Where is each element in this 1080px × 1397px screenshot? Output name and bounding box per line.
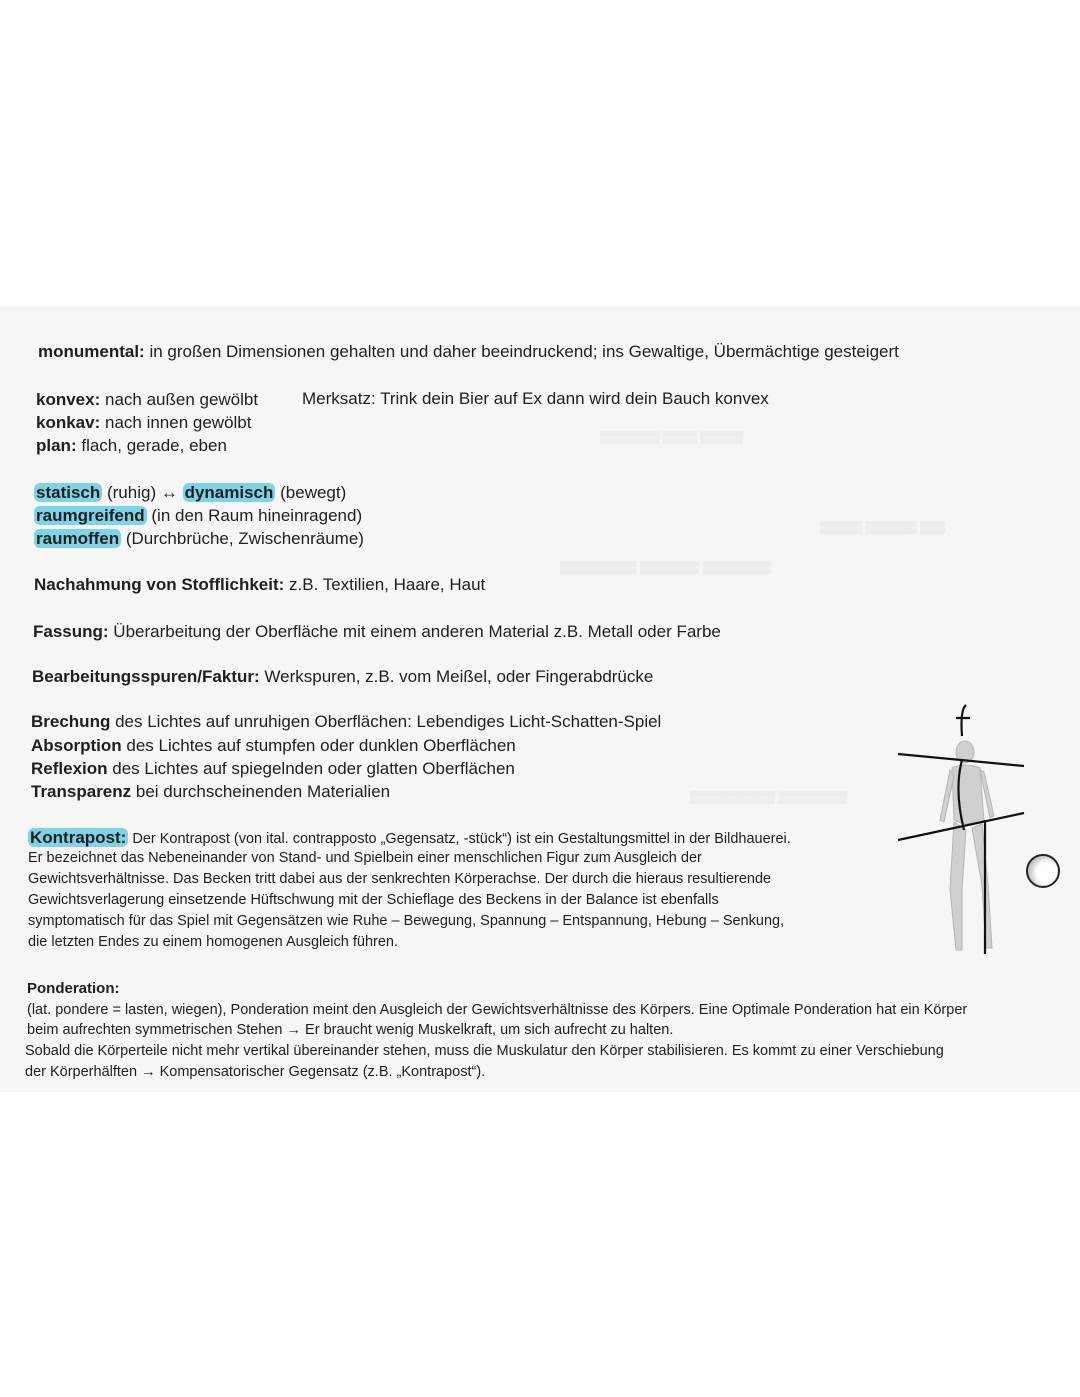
term-definition: (ruhig) (106, 483, 157, 502)
term-definition: flach, gerade, eben (81, 436, 227, 455)
term-definition: des Lichtes auf spiegelnden oder glatten Oberflächen (112, 759, 515, 778)
ponderation-line-1: (lat. pondere = lasten, wiegen), Ponderation meint den Ausgleich der Gewichtsverhältnisse des Körpers. Eine Optimale Ponderation hat ein Körper (27, 1002, 968, 1018)
paragraph-text: Der Kontrapost (von ital. contrapposto „Gegensatz, -stück“) ist ein Gestaltungsmittel in der Bildhauerei. (132, 831, 791, 847)
plan-entry (36, 436, 227, 456)
term-label: Transparenz (31, 782, 132, 801)
highlighted-term: raumgreifend (36, 506, 145, 525)
absorption-entry (31, 736, 516, 756)
term-definition: (in den Raum hineinragend) (151, 506, 363, 525)
term-definition: bei durchscheinenden Materialien (135, 782, 391, 801)
term-definition: nach innen gewölbt (104, 413, 252, 432)
brechung-entry (31, 712, 661, 732)
highlighted-term: raumoffen (36, 529, 120, 548)
term-label: Reflexion (31, 759, 108, 778)
ponderation-line-4: der Körperhälften → Kompensatorischer Gegensatz (z.B. „Kontrapost“). (25, 1064, 486, 1080)
kontrapost-line-3: Gewichtsverhältnisse. Das Becken tritt dabei aus der senkrechten Körperachse. Der durch die hieraus resultierende (28, 871, 772, 887)
term-definition: nach außen gewölbt (104, 390, 259, 409)
monumental-entry (38, 342, 899, 362)
show-through-text: ▒▒▒▒▒▒▒ ▒▒▒▒ ▒▒▒▒▒ (600, 430, 743, 444)
term-definition: z.B. Textilien, Haare, Haut (289, 575, 486, 594)
term-label: Brechung (31, 712, 111, 731)
bearbeitungsspuren-entry (32, 667, 653, 687)
ponderation-heading (27, 980, 120, 997)
reflexion-entry (31, 759, 515, 779)
punch-hole (1026, 854, 1060, 888)
term-label: monumental: (38, 342, 145, 361)
term-label: Ponderation: (27, 980, 120, 997)
term-label: Absorption (31, 736, 122, 755)
term-label: konkav: (36, 413, 101, 432)
konvex-entry (36, 390, 258, 410)
term-label: plan: (36, 436, 77, 455)
highlighted-term: statisch (36, 483, 101, 502)
kontrapost-line-6: die letzten Endes zu einem homogenen Ausgleich führen. (28, 934, 398, 950)
contrapposto-figure-sketch (890, 700, 1040, 960)
term-definition: in großen Dimensionen gehalten und daher beeindruckend; ins Gewaltige, Übermächtige gesteigert (149, 342, 899, 361)
term-definition: (bewegt) (280, 483, 347, 502)
fassung-entry (33, 622, 721, 642)
highlighted-term: dynamisch (184, 483, 274, 502)
kontrapost-line-4: Gewichtsverlagerung einsetzende Hüftschwung mit der Schieflage des Beckens in der Balance ist ebenfalls (28, 892, 719, 908)
ponderation-line-2: beim aufrechten symmetrischen Stehen → Er braucht wenig Muskelkraft, um sich aufrecht zu halten. (27, 1022, 674, 1038)
statisch-dynamisch-entry (34, 483, 346, 503)
term-definition: des Lichtes auf unruhigen Oberflächen: Lebendiges Licht-Schatten-Spiel (115, 712, 662, 731)
term-definition: (Durchbrüche, Zwischenräume) (125, 529, 364, 548)
kontrapost-line-2: Er bezeichnet das Nebeneinander von Stand- und Spielbein einer menschlichen Figur zum Ausgleich der (28, 850, 702, 866)
konkav-entry (36, 413, 252, 433)
term-label: Fassung: (33, 622, 109, 641)
term-label: Nachahmung von Stofflichkeit: (34, 575, 285, 594)
show-through-text: ▒▒▒▒▒▒▒▒▒▒ ▒▒▒▒▒▒▒▒ (690, 790, 847, 804)
highlighted-term: Kontrapost: (30, 828, 127, 847)
raumoffen-entry (34, 529, 364, 549)
show-through-text: ▒▒▒▒▒▒▒▒▒ ▒▒▒▒▒▒▒ ▒▒▒▒▒▒▒▒ (560, 560, 771, 574)
raumgreifend-entry (34, 506, 362, 526)
transparenz-entry (31, 782, 390, 802)
ponderation-line-3: Sobald die Körperteile nicht mehr vertikal übereinander stehen, muss die Muskulatur den Körper stabilisieren. Es kommt zu einer Verschiebung (25, 1043, 944, 1059)
nachahmung-entry (34, 575, 485, 595)
term-definition: Werkspuren, z.B. vom Meißel, oder Fingerabdrücke (264, 667, 654, 686)
kontrapost-line-1 (28, 828, 791, 848)
bidirectional-arrow-icon: ↔ (160, 483, 178, 502)
kontrapost-line-5: symptomatisch für das Spiel mit Gegensätzen wie Ruhe – Bewegung, Spannung – Entspannung, Hebung – Senkung, (28, 913, 785, 929)
term-definition: des Lichtes auf stumpfen oder dunklen Oberflächen (126, 736, 516, 755)
show-through-text: ▒▒▒▒▒ ▒▒▒▒▒▒ ▒▒▒ (820, 520, 946, 534)
term-definition: Überarbeitung der Oberfläche mit einem anderen Material z.B. Metall oder Farbe (113, 622, 721, 641)
merksatz: Merksatz: Trink dein Bier auf Ex dann wird dein Bauch konvex (302, 389, 769, 408)
term-label: Bearbeitungsspuren/Faktur: (32, 667, 260, 686)
term-label: konvex: (36, 390, 101, 409)
